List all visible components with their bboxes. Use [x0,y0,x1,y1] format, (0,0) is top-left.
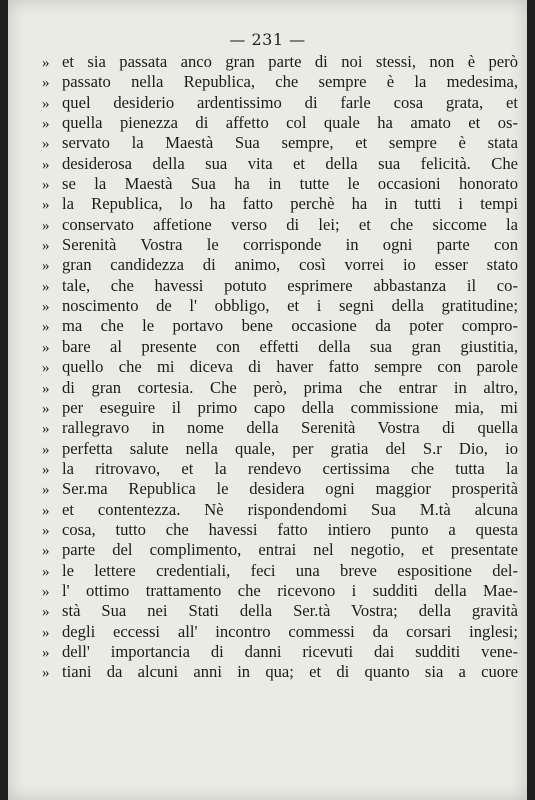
quote-mark: » [42,75,50,92]
text-line [42,479,518,499]
quote-mark: » [42,604,50,621]
quote-mark: » [42,238,50,255]
quote-mark: » [42,624,50,641]
text-line [42,520,518,540]
text-line [42,561,518,581]
text-line [42,357,518,377]
text-line [42,540,518,560]
quote-mark: » [42,522,50,539]
quote-mark: » [42,665,50,682]
line-text: gran candidezza di animo, così vorrei io esser stato [62,255,518,275]
text-line [42,255,518,275]
quote-mark: » [42,156,50,173]
text-line [42,337,518,357]
line-text: per eseguire il primo capo della commissione mia, mi [62,397,518,417]
quote-mark: » [42,360,50,377]
line-text: le lettere credentiali, feci una breve espositione del- [62,560,518,580]
line-text: tiani da alcuni anni in qua; et di quanto sia a cuore [62,662,518,682]
quote-mark: » [42,543,50,560]
line-text: bare al presente con effetti della sua gran giustitia, [62,336,518,356]
text-line [42,113,518,133]
text-line [42,316,518,336]
text-line [42,622,518,642]
text-line [42,276,518,296]
line-text: la ritrovavo, et la rendevo certissima che tutta la [62,458,518,478]
line-text: la Republica, lo ha fatto perchè ha in tutti i tempi [62,194,518,214]
text-line [42,662,518,682]
text-line [42,154,518,174]
quote-mark: » [42,400,50,417]
text-line [42,194,518,214]
line-text: quel desiderio ardentissimo di farle cosa grata, et [62,92,518,112]
document-page [8,0,527,800]
text-line [42,439,518,459]
line-text: stà Sua nei Stati della Ser.tà Vostra; della gravità [62,601,518,621]
line-text: Ser.ma Republica le desidera ogni maggior prosperità [62,479,518,499]
line-text: servato la Maestà Sua sempre, et sempre è stata [62,133,518,153]
text-line [42,378,518,398]
text-line [42,500,518,520]
quote-mark: » [42,644,50,661]
line-text: degli eccessi all' incontro commessi da corsari inglesi; [62,621,518,641]
quote-mark: » [42,197,50,214]
quote-mark: » [42,299,50,316]
line-text: et contentezza. Nè rispondendomi Sua M.tà alcuna [62,499,518,519]
text-line [42,72,518,92]
line-text: desiderosa della sua vita et della sua felicità. Che [62,153,518,173]
line-text: ma che le portavo bene occasione da poter compro- [62,316,518,336]
quote-mark: » [42,278,50,295]
quote-mark: » [42,461,50,478]
quote-mark: » [42,177,50,194]
line-text: cosa, tutto che havessi fatto intiero punto a questa [62,519,518,539]
text-line [42,52,518,72]
text-line [42,296,518,316]
quote-mark: » [42,339,50,356]
text-line [42,235,518,255]
line-text: conservato affetione verso di lei; et che siccome la [62,214,518,234]
quote-mark: » [42,319,50,336]
text-line [42,93,518,113]
quote-mark: » [42,583,50,600]
text-line [42,174,518,194]
line-text: quella pienezza di affetto col quale ha amato et os- [62,113,518,133]
line-text: et sia passata anco gran parte di noi stessi, non è però [62,52,518,71]
line-text: l' ottimo trattamento che ricevono i sudditi della Mae- [62,580,518,600]
quote-mark: » [42,441,50,458]
body-text [42,52,518,683]
line-text: parte del complimento, entrai nel negotio, et presentate [62,540,518,560]
text-line [42,642,518,662]
line-text: passato nella Republica, che sempre è la medesima, [62,72,518,92]
line-text: se la Maestà Sua ha in tutte le occasioni honorato [62,174,518,194]
line-text: tale, che havessi potuto esprimere abbastanza il co- [62,275,518,295]
text-line [42,398,518,418]
text-line [42,601,518,621]
quote-mark: » [42,563,50,580]
quote-mark: » [42,421,50,438]
text-line [42,215,518,235]
quote-mark: » [42,482,50,499]
line-text: dell' importancia di danni ricevuti dai sudditi vene- [62,641,518,661]
quote-mark: » [42,380,50,397]
line-text: di gran cortesia. Che però, prima che entrar in altro, [62,377,518,397]
line-text: Serenità Vostra le corrisponde in ogni parte con [62,235,518,255]
quote-mark: » [42,116,50,133]
page-number: — 231 — [229,30,306,49]
line-text: noscimento de l' obbligo, et i segni della gratitudine; [62,296,518,316]
line-text: perfetta salute nella quale, per gratia del S.r Dio, io [62,438,518,458]
line-text: rallegravo in nome della Serenità Vostra di quella [62,418,518,438]
quote-mark: » [42,55,50,71]
text-line [42,418,518,438]
text-line [42,459,518,479]
quote-mark: » [42,258,50,275]
line-text: quello che mi diceva di haver fatto sempre con parole [62,357,518,377]
quote-mark: » [42,217,50,234]
text-line [42,581,518,601]
quote-mark: » [42,502,50,519]
quote-mark: » [42,136,50,153]
quote-mark: » [42,95,50,112]
text-line [42,133,518,153]
